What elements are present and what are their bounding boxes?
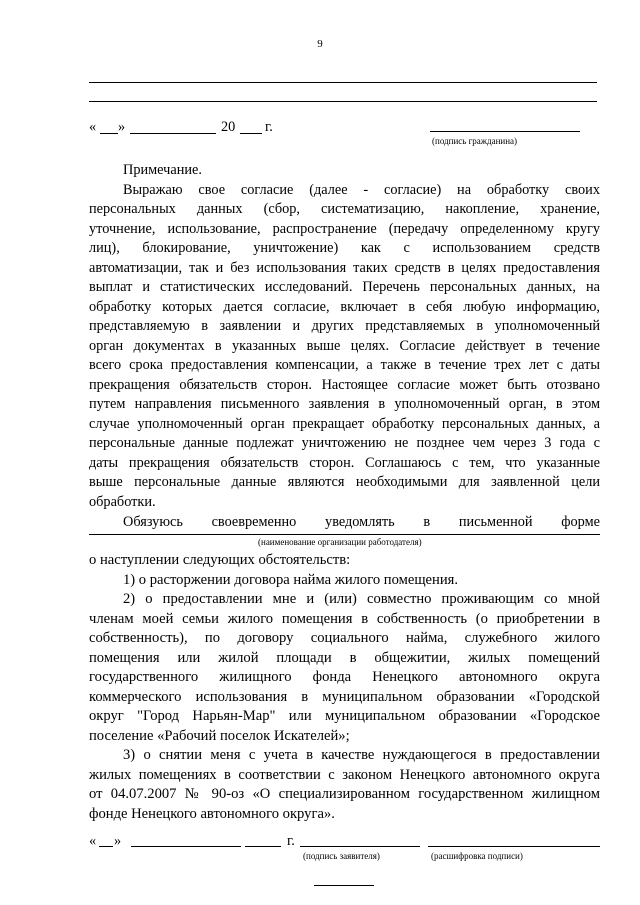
consent-line: уточнение, использование, распространение (передачу определенному кругу bbox=[89, 221, 600, 237]
header-date bbox=[89, 118, 96, 138]
consent-line: лиц), блокирование, уничтожение) как с использованием средств bbox=[89, 240, 600, 256]
employer-name-line[interactable] bbox=[89, 534, 600, 535]
consent-line: путем направления письменного заявления в уполномоченный орган, в этом bbox=[89, 396, 600, 412]
consent-line: орган документах в указанных выше целях. Согласие действует в течение bbox=[89, 338, 600, 354]
footer-short-rule bbox=[314, 885, 374, 886]
consent-line: прекращения обязательств сторон. Настоящее согласие может быть отозвано bbox=[89, 377, 600, 393]
consent-line: персональных данных (сбор, систематизацию, накопление, хранение, bbox=[89, 201, 600, 217]
circumstance-line: жилых помещениях в соответствии с законом Ненецкого автономного округа bbox=[89, 767, 600, 783]
consent-line: обработку которых дается согласие, включает в себя любую информацию, bbox=[89, 299, 600, 315]
consent-line: обработки. bbox=[89, 494, 156, 510]
circumstance-line: помещения или жилой площади в общежитии, жилых помещений bbox=[89, 650, 600, 666]
circumstance-line: коммерческого использования в муниципальном образовании «Городской bbox=[89, 689, 600, 705]
circumstance-line: собственность), по договору социального найма, служебного жилого bbox=[89, 630, 600, 646]
consent-line: выше персональные данные являются необходимыми для заявленной цели bbox=[89, 474, 600, 490]
year-suffix: г. bbox=[265, 119, 273, 135]
year-blank[interactable] bbox=[240, 133, 262, 134]
citizen-signature-line[interactable] bbox=[430, 131, 580, 132]
circumstance-line: поселение «Рабочий поселок Искателей»; bbox=[89, 728, 350, 744]
day-blank[interactable] bbox=[100, 133, 118, 134]
footer-year-suffix: г. bbox=[287, 833, 295, 849]
month-blank[interactable] bbox=[130, 133, 216, 134]
consent-line: представляемую в заявлении и других представляемых в уполномоченный bbox=[89, 318, 600, 334]
circumstance-item-3: 3) о снятии меня с учета в качестве нуждающегося в предоставлении bbox=[123, 747, 600, 763]
circumstance-item-2: 2) о предоставлении мне и (или) совместно проживающим со мной bbox=[123, 591, 600, 607]
circumstance-line: от 04.07.2007 № 90-оз «О специализированном государственном жилищном bbox=[89, 786, 600, 802]
circumstance-item-1: 1) о расторжении договора найма жилого помещения. bbox=[123, 572, 459, 588]
consent-line: Выражаю свое согласие (далее - согласие) на обработку своих bbox=[123, 182, 600, 198]
page-number: 9 bbox=[317, 38, 323, 50]
consent-line: выплат и статистических исследований. Перечень персональных данных, на bbox=[89, 279, 600, 295]
circumstance-line: членам моей семьи жилого помещения в собственность (о приобретении в bbox=[89, 611, 600, 627]
footer-date-close-quote: » bbox=[114, 833, 122, 849]
circumstance-line: государственного жилищного фонда Ненецкого автономного округа bbox=[89, 669, 600, 685]
circumstance-line: округ "Город Нарьян-Мар" или муниципальном образовании «Городское bbox=[89, 708, 600, 724]
consent-line: персональные данные подлежат уничтожению не позднее чем через 3 года с bbox=[89, 435, 600, 451]
consent-line: даты прекращения обязательств сторон. Соглашаюсь с тем, что указанные bbox=[89, 455, 600, 471]
footer-date-open-quote: « bbox=[89, 833, 97, 849]
consent-line: случае уполномоченный орган прекращает обработку персональных данных, а bbox=[89, 416, 600, 432]
circumstance-line: фонде Ненецкого автономного округа». bbox=[89, 806, 335, 822]
consent-line: всего срока предоставления компенсации, а также в течение трех лет с даты bbox=[89, 357, 600, 373]
applicant-signature-caption: (подпись заявителя) bbox=[303, 851, 380, 861]
employer-caption: (наименование организации работодателя) bbox=[258, 537, 422, 547]
note-title: Примечание. bbox=[123, 162, 202, 178]
footer-day-blank[interactable] bbox=[99, 846, 113, 847]
footer-month-blank[interactable] bbox=[131, 846, 241, 847]
year-prefix: 20 bbox=[221, 119, 236, 135]
footer-year-blank[interactable] bbox=[245, 846, 281, 847]
citizen-signature-caption: (подпись гражданина) bbox=[432, 136, 518, 146]
signature-transcript-line[interactable] bbox=[428, 846, 600, 847]
date-open-quote: « bbox=[89, 119, 97, 135]
obligation-line: Обязуюсь своевременно уведомлять в письменной форме bbox=[123, 514, 600, 530]
transcript-caption: (расшифровка подписи) bbox=[431, 851, 523, 861]
blank-line-1 bbox=[89, 82, 597, 83]
consent-line: автоматизации, так и без использования таких средств в целях предоставления bbox=[89, 260, 600, 276]
circumstances-intro: о наступлении следующих обстоятельств: bbox=[89, 552, 351, 568]
date-close-quote: » bbox=[118, 119, 126, 135]
blank-line-2 bbox=[89, 101, 597, 102]
applicant-signature-line[interactable] bbox=[300, 846, 420, 847]
